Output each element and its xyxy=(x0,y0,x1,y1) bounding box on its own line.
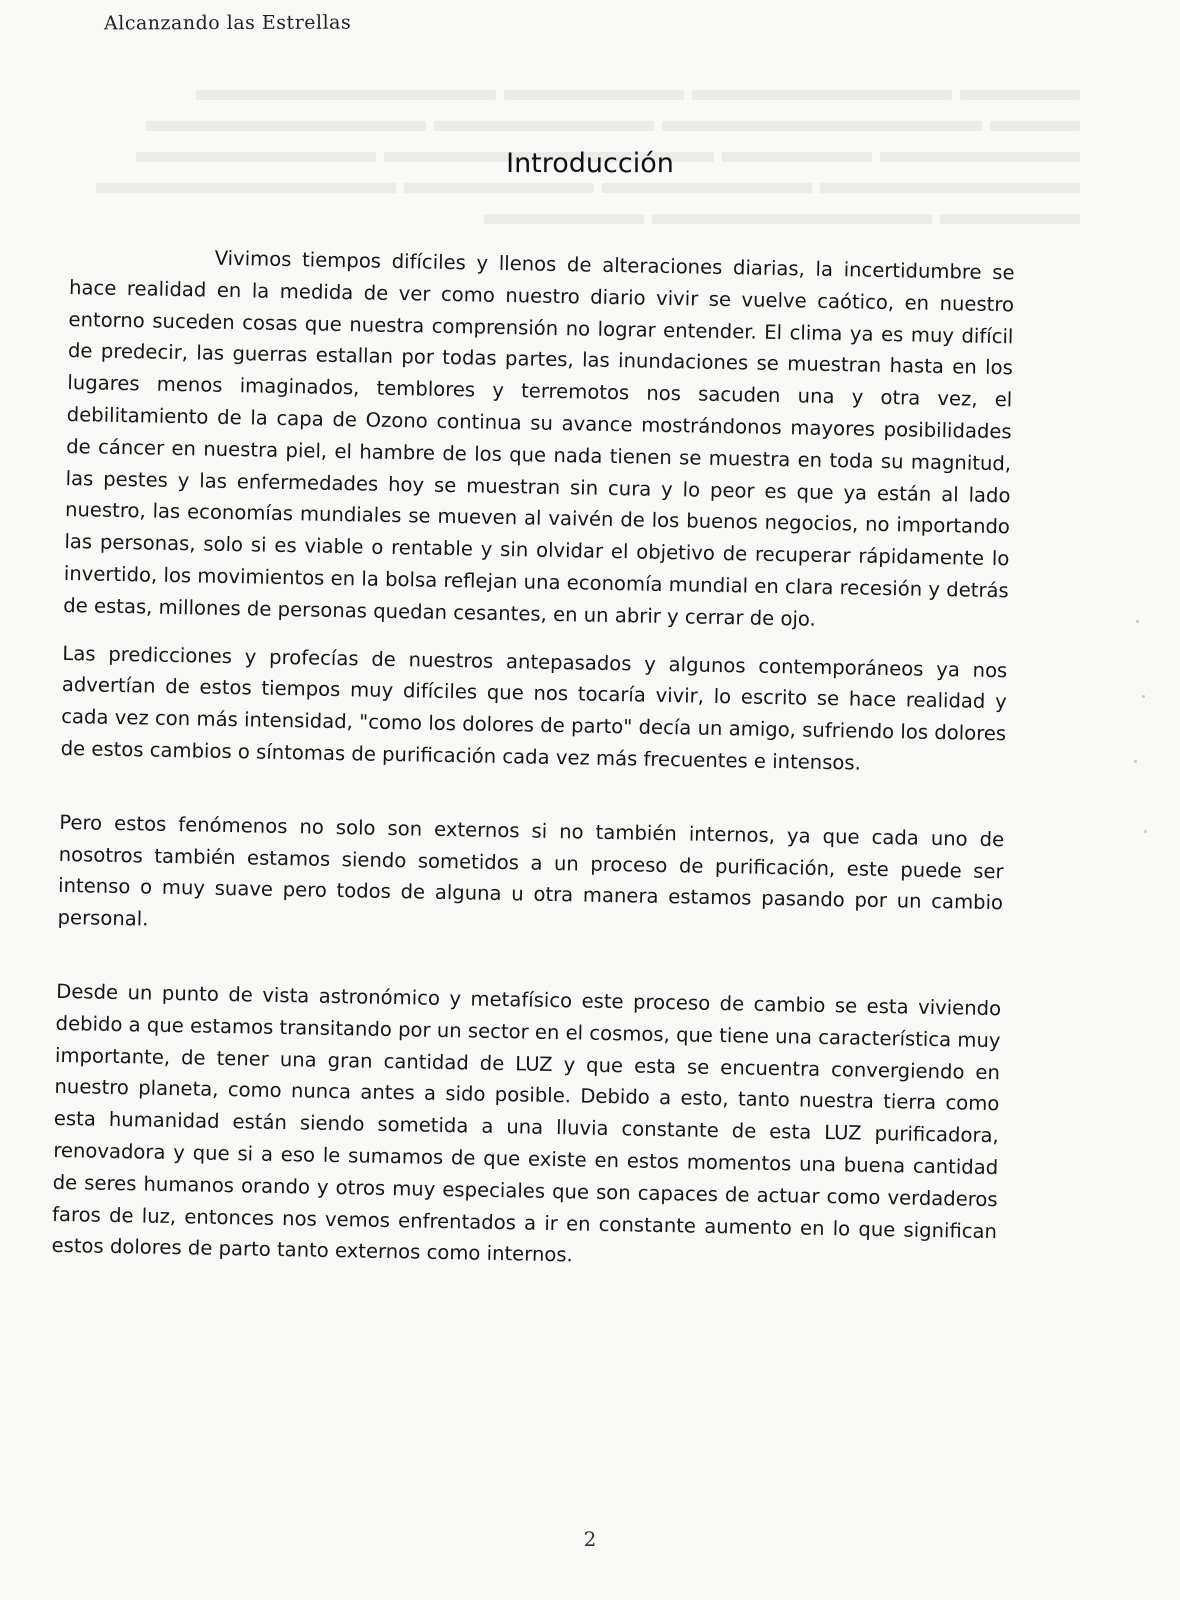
paragraph-2: Las predicciones y profecías de nuestros antepasados y algunos contemporáneos ya nos advertían de estos tiempos muy difíciles que nos tocaría vivir, lo escrito se hace realidad y cada vez con más intensidad, "como los dolores de parto" decía un amigo, sufriendo los dolores de estos cambios o síntomas de purificación cada vez más frecuentes e intensos. xyxy=(60,641,1008,775)
page-number: 2 xyxy=(583,1527,597,1551)
scan-specks xyxy=(1132,600,1152,850)
body-text xyxy=(51,240,1015,1279)
paragraph-3: Pero estos fenómenos no solo son externos si no también internos, ya que cada uno de nosotros también estamos siendo sometidos a un proceso de purificación, este puede ser intenso o muy suave pero todos de alguna u otra manera estamos pasando por un cambio personal. xyxy=(57,810,1005,931)
paragraph-1: Vivimos tiempos difíciles y llenos de alteraciones diarias, la incertidumbre se hace realidad en la medida de ver como nuestro diario vivir se vuelve caótico, en nuestro entorno suceden cosas que nuestra comprensión no lograr entender. El clima ya es muy difícil de predecir, las guerras estallan por todas partes, las inundaciones se muestran hasta en los lugares menos imaginados, temblores y terremotos nos sacuden una y otra vez, el debilitamiento de la capa de Ozono continua su avance mostrándonos mayores posibilidades de cáncer en nuestra piel, el hambre de los que nada tienen se muestra en toda su magnitud, las pestes y las enfermedades hoy se muestran sin cura y lo peor es que ya están al lado nuestro, las economías mundiales se mueven al vaivén de los buenos negocios, no importando las personas, solo si es viable o rentable y sin olvidar el objetivo de recuperar rápidamente lo invertido, los movimientos en la bolsa reflejan una economía mundial en clara recesión y detrás de estas, millones de personas quedan cesantes, en un abrir y cerrar de ojo. xyxy=(63,246,1015,631)
running-header: Alcanzando las Estrellas xyxy=(103,11,352,35)
paragraph-4: Desde un punto de vista astronómico y metafísico este proceso de cambio se esta viviendo debido a que estamos transitando por un sector en el cosmos, que tiene una característica muy importante, de tener una gran cantidad de LUZ y que esta se encuentra convergiendo en nuestro planeta, como nunca antes a sido posible. Debido a esto, tanto nuestra tierra como esta humanidad están siendo sometida a una lluvia constante de esta LUZ purificadora, renovadora y que si a eso le sumamos de que existe en estos momentos una buena cantidad de seres humanos orando y otros muy especiales que son capaces de actuar como verdaderos faros de luz, entonces nos vemos enfrentados a ir en constante aumento en lo que significan estos dolores de parto tanto externos como internos. xyxy=(51,979,1002,1267)
page-title: Introducción xyxy=(506,148,674,179)
